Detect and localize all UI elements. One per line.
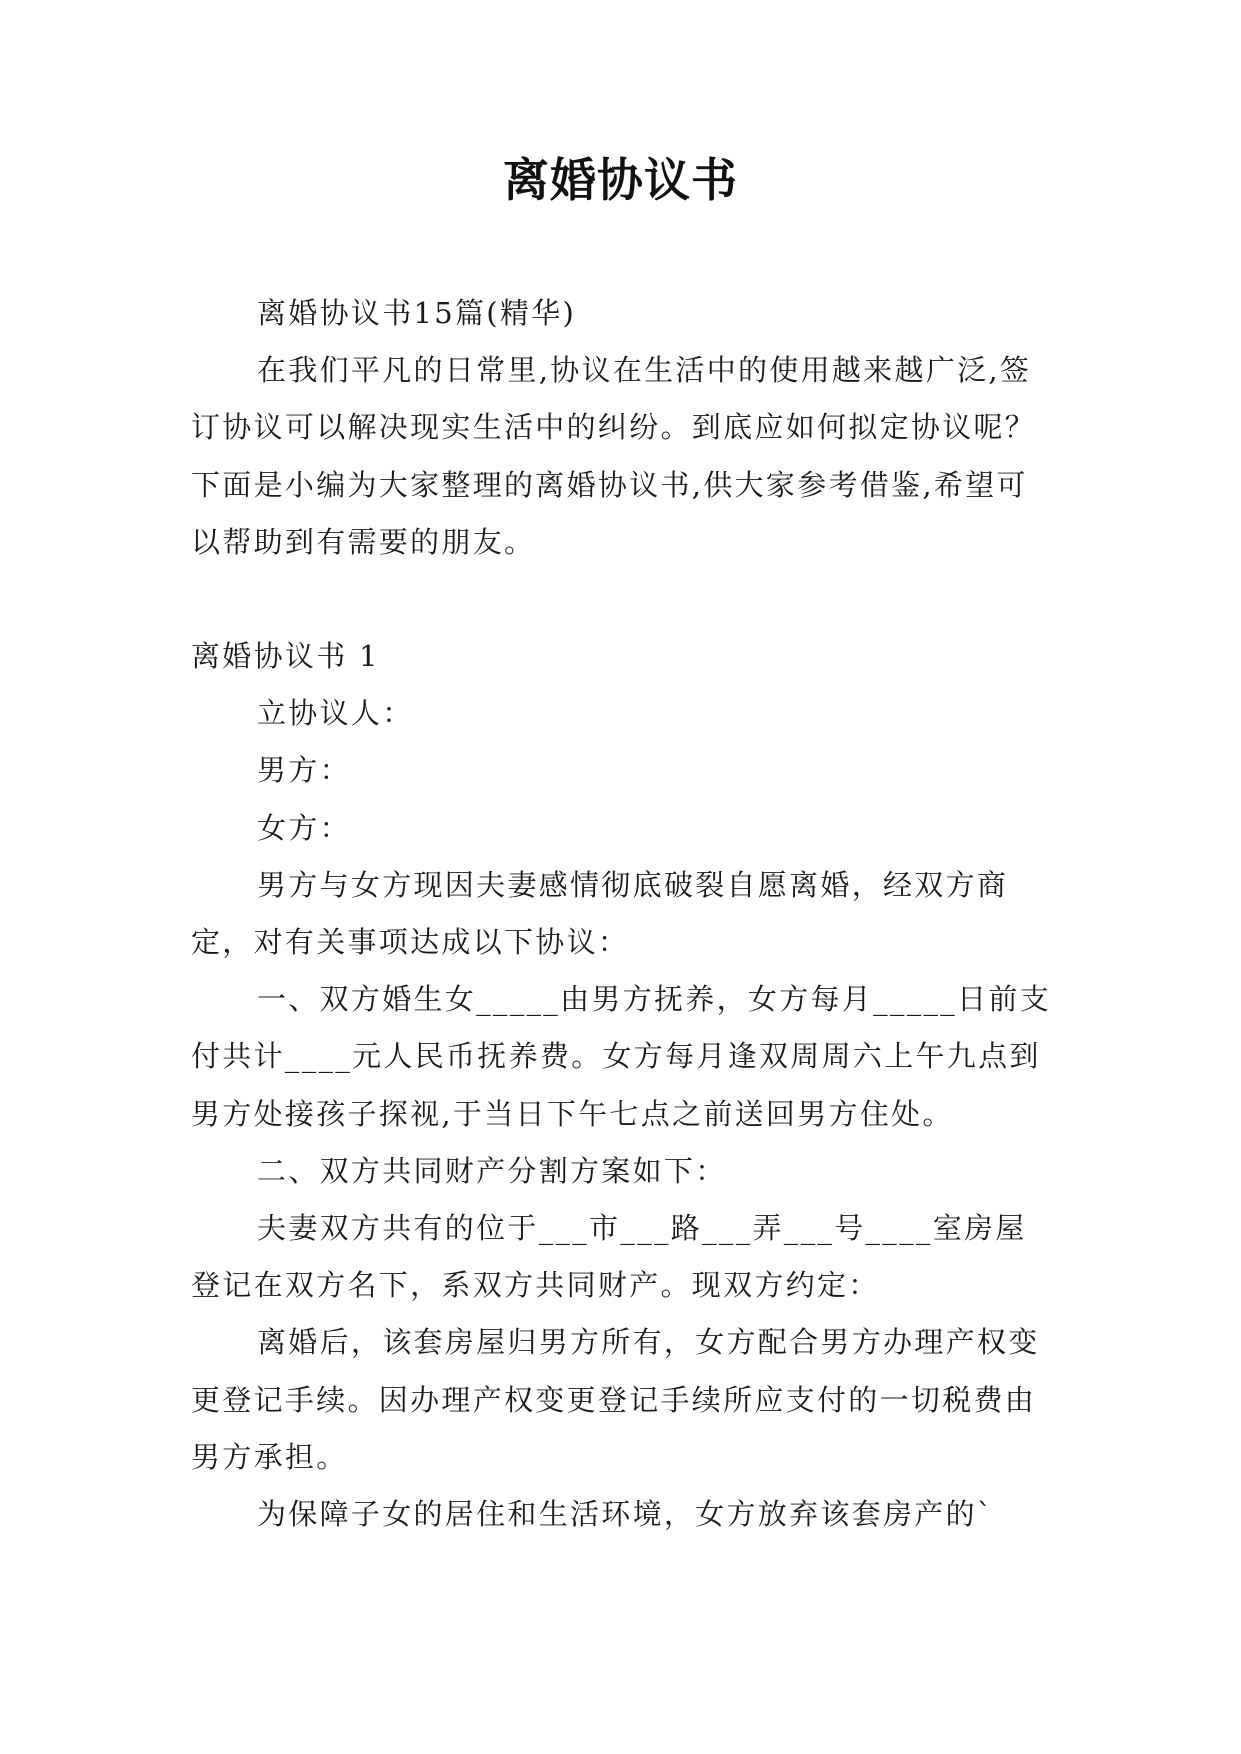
paragraph-clause-custody: 一、双方婚生女_____由男方抚养，女方每月_____日前支付共计____元人民币抚养费。女方每月逢双周周六上午九点到男方处接孩子探视,于当日下午七点之前送回男方住处。 bbox=[191, 982, 1052, 1131]
paragraph-property-waiver: 为保障子女的居住和生活环境，女方放弃该套房产的` bbox=[257, 1497, 994, 1532]
paragraph-property-location: 夫妻双方共有的位于___市___路___弄___号____室房屋登记在双方名下，系双方共同财产。现双方约定： bbox=[191, 1211, 1027, 1303]
section-spacer bbox=[191, 571, 1051, 628]
section-heading: 离婚协议书 1 bbox=[191, 639, 380, 674]
document-body bbox=[191, 285, 1051, 1543]
paragraph-parties: 立协议人： bbox=[257, 696, 414, 731]
paragraph-female-party: 女方： bbox=[257, 810, 351, 845]
paragraph-male-party: 男方： bbox=[257, 753, 351, 788]
paragraph-property-ownership: 离婚后，该套房屋归男方所有，女方配合男方办理产权变更登记手续。因办理产权变更登记手续所应支付的一切税费由男方承担。 bbox=[191, 1325, 1040, 1474]
paragraph-agreement-intro: 男方与女方现因夫妻感情彻底破裂自愿离婚，经双方商定，对有关事项达成以下协议： bbox=[191, 867, 1009, 960]
document-title: 离婚协议书 bbox=[503, 153, 738, 207]
paragraph-clause-property: 二、双方共同财产分割方案如下： bbox=[257, 1153, 727, 1188]
intro-paragraph: 在我们平凡的日常里,协议在生活中的使用越来越广泛,签订协议可以解决现实生活中的纠纷。到底应如何拟定协议呢？下面是小编为大家整理的离婚协议书,供大家参考借鉴,希望可以帮助到有需要的朋友。 bbox=[191, 353, 1037, 559]
document-subtitle: 离婚协议书15篇(精华) bbox=[257, 296, 577, 330]
